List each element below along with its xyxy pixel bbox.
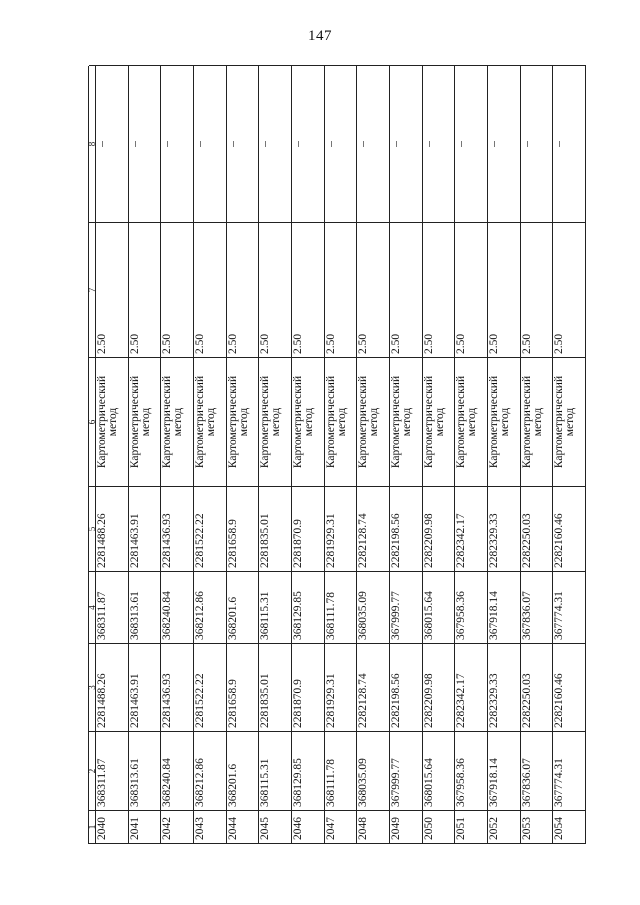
cell-accuracy: 2.50 [194,222,227,357]
cell-y-coordinate: 2281522.22 [194,643,227,731]
cell-method: Картометрический метод [521,357,554,486]
cell-accuracy: 2.50 [423,222,456,357]
cell-description: – [227,65,260,222]
cell-accuracy: 2.50 [357,222,390,357]
cell-x-coordinate-2: 368129.85 [292,571,325,643]
cell-point-number: 2050 [423,810,456,843]
cell-y-coordinate: 2282342.17 [455,643,488,731]
cell-point-number: 2041 [129,810,162,843]
cell-y-coordinate: 2281658.9 [227,643,260,731]
cell-method: Картометрический метод [325,357,358,486]
cell-x-coordinate: 367836.07 [521,731,554,810]
cell-y-coordinate-2: 2282160.46 [553,486,586,571]
cell-y-coordinate: 2281463.91 [129,643,162,731]
cell-x-coordinate: 367918.14 [488,731,521,810]
cell-x-coordinate: 368212.86 [194,731,227,810]
cell-point-number: 2049 [390,810,423,843]
cell-description: – [357,65,390,222]
header-col-2: 2 [89,731,96,810]
cell-method: Картометрический метод [259,357,292,486]
header-col-5: 5 [89,486,96,571]
coordinates-table [88,66,586,844]
cell-accuracy: 2.50 [227,222,260,357]
cell-method: Картометрический метод [96,357,129,486]
cell-x-coordinate: 368111.78 [325,731,358,810]
cell-description: – [161,65,194,222]
cell-accuracy: 2.50 [553,222,586,357]
cell-x-coordinate-2: 368111.78 [325,571,358,643]
cell-point-number: 2052 [488,810,521,843]
cell-y-coordinate-2: 2282250.03 [521,486,554,571]
cell-description: – [390,65,423,222]
cell-point-number: 2042 [161,810,194,843]
rotated-table-wrapper [88,66,586,844]
cell-y-coordinate-2: 2282198.56 [390,486,423,571]
cell-y-coordinate: 2281835.01 [259,643,292,731]
cell-point-number: 2053 [521,810,554,843]
cell-accuracy: 2.50 [521,222,554,357]
cell-description: – [259,65,292,222]
cell-y-coordinate-2: 2281658.9 [227,486,260,571]
cell-y-coordinate-2: 2281488.26 [96,486,129,571]
cell-x-coordinate-2: 368313.61 [129,571,162,643]
cell-x-coordinate: 368129.85 [292,731,325,810]
cell-description: – [129,65,162,222]
cell-description: – [455,65,488,222]
cell-y-coordinate: 2281870.9 [292,643,325,731]
cell-y-coordinate: 2281488.26 [96,643,129,731]
cell-y-coordinate: 2282128.74 [357,643,390,731]
cell-method: Картометрический метод [553,357,586,486]
cell-x-coordinate-2: 368115.31 [259,571,292,643]
cell-x-coordinate-2: 367836.07 [521,571,554,643]
cell-x-coordinate: 368115.31 [259,731,292,810]
cell-accuracy: 2.50 [292,222,325,357]
cell-y-coordinate: 2282250.03 [521,643,554,731]
cell-y-coordinate-2: 2281522.22 [194,486,227,571]
cell-point-number: 2045 [259,810,292,843]
cell-x-coordinate-2: 368212.86 [194,571,227,643]
cell-x-coordinate: 368313.61 [129,731,162,810]
cell-accuracy: 2.50 [96,222,129,357]
cell-y-coordinate-2: 2281835.01 [259,486,292,571]
cell-y-coordinate-2: 2281463.91 [129,486,162,571]
cell-x-coordinate: 367958.36 [455,731,488,810]
cell-x-coordinate-2: 368311.87 [96,571,129,643]
cell-accuracy: 2.50 [161,222,194,357]
cell-x-coordinate: 368015.64 [423,731,456,810]
cell-y-coordinate-2: 2282342.17 [455,486,488,571]
cell-method: Картометрический метод [488,357,521,486]
cell-description: – [194,65,227,222]
cell-x-coordinate: 368311.87 [96,731,129,810]
cell-x-coordinate-2: 367999.77 [390,571,423,643]
cell-y-coordinate-2: 2281929.31 [325,486,358,571]
cell-method: Картометрический метод [357,357,390,486]
header-col-7: 7 [89,222,96,357]
cell-x-coordinate-2: 368201.6 [227,571,260,643]
cell-x-coordinate-2: 368240.84 [161,571,194,643]
cell-x-coordinate-2: 368035.09 [357,571,390,643]
cell-point-number: 2054 [553,810,586,843]
cell-x-coordinate: 368240.84 [161,731,194,810]
cell-point-number: 2044 [227,810,260,843]
cell-y-coordinate: 2282209.98 [423,643,456,731]
cell-description: – [488,65,521,222]
header-col-1: 1 [89,810,96,843]
cell-method: Картометрический метод [390,357,423,486]
cell-method: Картометрический метод [292,357,325,486]
page-number: 147 [308,28,332,44]
cell-x-coordinate-2: 367774.31 [553,571,586,643]
header-col-8: 8 [89,65,96,222]
cell-description: – [521,65,554,222]
cell-method: Картометрический метод [423,357,456,486]
cell-method: Картометрический метод [455,357,488,486]
cell-accuracy: 2.50 [455,222,488,357]
cell-description: – [96,65,129,222]
cell-y-coordinate-2: 2282128.74 [357,486,390,571]
cell-description: – [423,65,456,222]
cell-x-coordinate: 368035.09 [357,731,390,810]
header-col-3: 3 [89,643,96,731]
cell-description: – [292,65,325,222]
cell-y-coordinate: 2282329.33 [488,643,521,731]
cell-x-coordinate-2: 367918.14 [488,571,521,643]
cell-method: Картометрический метод [194,357,227,486]
cell-method: Картометрический метод [129,357,162,486]
cell-x-coordinate: 367774.31 [553,731,586,810]
cell-accuracy: 2.50 [129,222,162,357]
cell-y-coordinate-2: 2281436.93 [161,486,194,571]
cell-point-number: 2051 [455,810,488,843]
cell-description: – [325,65,358,222]
cell-y-coordinate-2: 2282329.33 [488,486,521,571]
cell-x-coordinate-2: 368015.64 [423,571,456,643]
cell-method: Картометрический метод [227,357,260,486]
cell-y-coordinate-2: 2281870.9 [292,486,325,571]
cell-y-coordinate: 2282198.56 [390,643,423,731]
cell-accuracy: 2.50 [259,222,292,357]
cell-x-coordinate-2: 367958.36 [455,571,488,643]
cell-accuracy: 2.50 [390,222,423,357]
cell-y-coordinate: 2281929.31 [325,643,358,731]
cell-x-coordinate: 367999.77 [390,731,423,810]
cell-point-number: 2046 [292,810,325,843]
cell-y-coordinate-2: 2282209.98 [423,486,456,571]
cell-method: Картометрический метод [161,357,194,486]
cell-point-number: 2047 [325,810,358,843]
cell-point-number: 2048 [357,810,390,843]
cell-description: – [553,65,586,222]
cell-x-coordinate: 368201.6 [227,731,260,810]
cell-y-coordinate: 2281436.93 [161,643,194,731]
header-col-4: 4 [89,571,96,643]
cell-accuracy: 2.50 [325,222,358,357]
cell-point-number: 2040 [96,810,129,843]
cell-y-coordinate: 2282160.46 [553,643,586,731]
header-col-6: 6 [89,357,96,486]
cell-accuracy: 2.50 [488,222,521,357]
cell-point-number: 2043 [194,810,227,843]
